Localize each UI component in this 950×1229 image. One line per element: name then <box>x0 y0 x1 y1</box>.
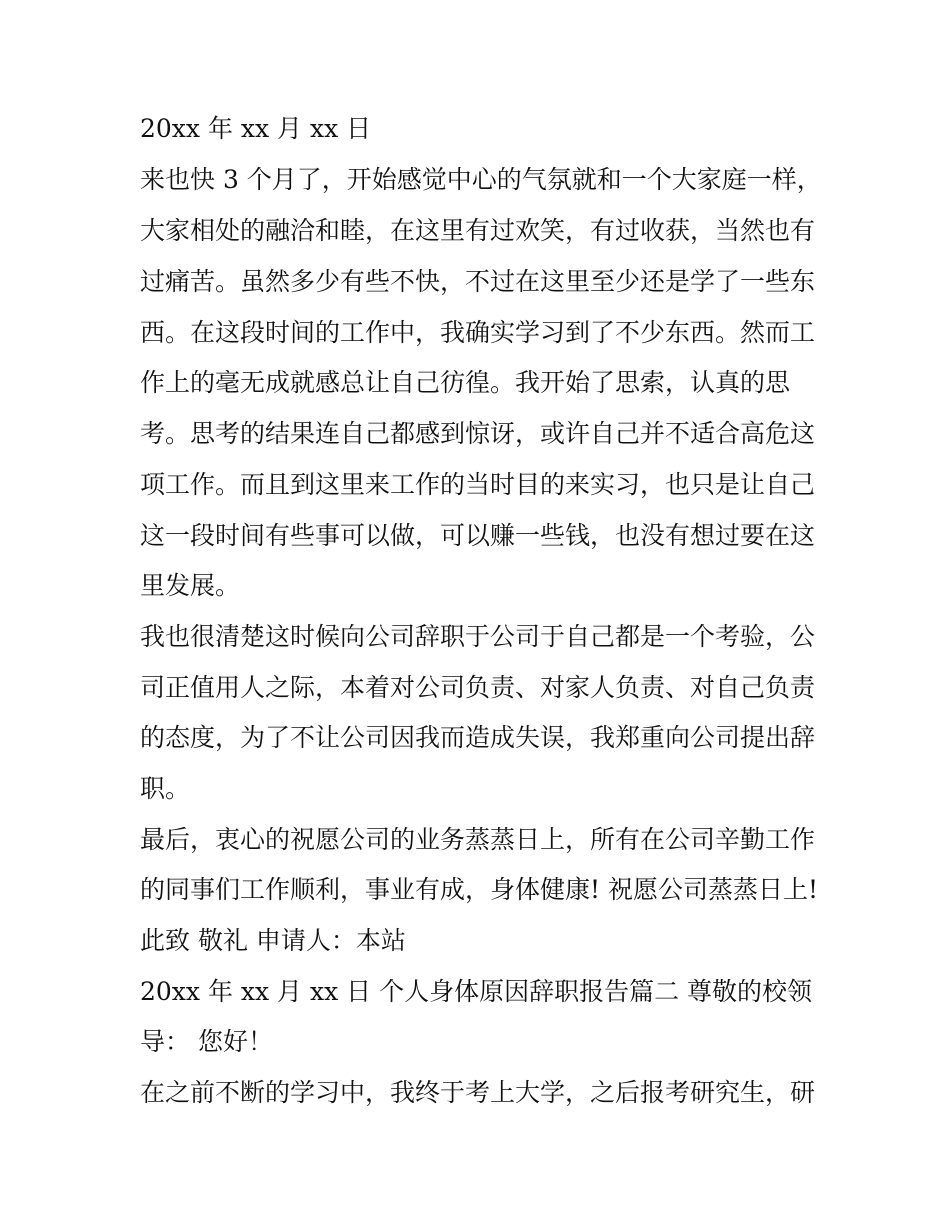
text-line: 来也快 3 个月了，开始感觉中心的气氛就和一个大家庭一样， <box>140 165 822 194</box>
text-line: 这一段时间有些事可以做，可以赚一些钱，也没有想过要在这 <box>140 521 816 550</box>
text-line: 在之前不断的学习中，我终于考上大学，之后报考研究生，研 <box>140 1078 816 1107</box>
text-line: 西。在这段时间的工作中，我确实学习到了不少东西。然而工 <box>140 318 816 347</box>
text-line: 作上的毫无成就感总让自己彷徨。我开始了思索，认真的思 <box>140 368 791 397</box>
text-line: 考。思考的结果连自己都感到惊讶，或许自己并不适合高危这 <box>140 419 816 448</box>
text-line: 20xx 年 xx 月 xx 日 个人身体原因辞职报告篇二 尊敬的校领 <box>140 977 813 1006</box>
text-line: 职。 <box>140 774 191 803</box>
text-line: 项工作。而且到这里来工作的当时目的来实习，也只是让自己 <box>140 470 816 499</box>
text-line: 的态度，为了不让公司因我而造成失误，我郑重向公司提出辞 <box>140 723 816 752</box>
text-line: 大家相处的融洽和睦，在这里有过欢笑，有过收获，当然也有 <box>140 216 816 245</box>
text-line: 过痛苦。虽然多少有些不快，不过在这里至少还是学了一些东 <box>140 267 816 296</box>
text-line: 的同事们工作顺利，事业有成，身体健康! 祝愿公司蒸蒸日上! <box>140 875 819 904</box>
text-line: 我也很清楚这时候向公司辞职于公司于自己都是一个考验，公 <box>140 622 816 651</box>
text-line: 最后，衷心的祝愿公司的业务蒸蒸日上，所有在公司辛勤工作 <box>140 825 816 854</box>
text-line: 司正值用人之际，本着对公司负责、对家人负责、对自己负责 <box>140 673 816 702</box>
date-line: 20xx 年 xx 月 xx 日 <box>140 114 372 143</box>
signature-line: 此致 敬礼 申请人：本站 <box>140 926 406 955</box>
text-line: 里发展。 <box>140 571 241 600</box>
greeting-line: 导： 您好！ <box>140 1027 273 1056</box>
